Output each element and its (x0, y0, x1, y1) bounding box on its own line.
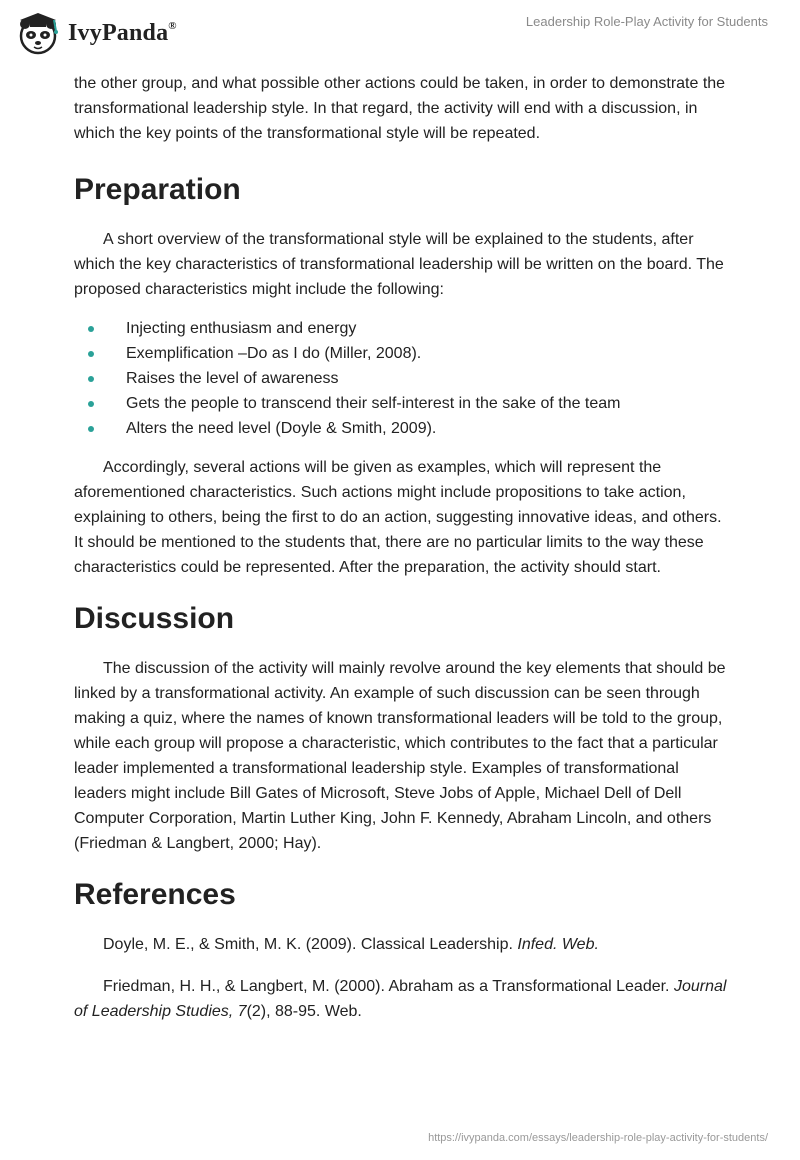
reference-1: Doyle, M. E., & Smith, M. K. (2009). Classical Leadership. Infed. Web. (103, 936, 599, 953)
essay-content (74, 71, 734, 1024)
panda-logo-icon (14, 9, 62, 57)
reference-2: Friedman, H. H., & Langbert, M. (2000). Abraham as a Transformational Leader. Journal of Leadership Studies, 7(2), 88-95. Web. (74, 978, 727, 1020)
brand-name: IvyPanda® (68, 19, 177, 46)
preparation-heading: Preparation (74, 173, 241, 206)
source-url[interactable]: https://ivypanda.com/essays/leadership-role-play-activity-for-students/ (428, 1132, 768, 1144)
references-heading: References (74, 878, 236, 911)
list-item: Raises the level of awareness (74, 366, 734, 391)
preparation-paragraph-1: A short overview of the transformational style will be explained to the students, after which the key characteristics of transformational leadership will be written on the board. The proposed characteristics might include the following: (74, 231, 724, 298)
list-item: Alters the need level (Doyle & Smith, 2009). (74, 416, 734, 441)
bullet-icon (88, 326, 94, 332)
discussion-paragraph: The discussion of the activity will mainly revolve around the key elements that should be linked by a transformational activity. An example of such discussion can be seen through making a quiz, where the names of known transformational leaders will be told to the group, while each group will propose a characteristic, which contributes to the fact that a particular leader implemented a transformational leadership style. Examples of transformational leaders might include Bill Gates of Microsoft, Steve Jobs of Apple, Michael Dell of Dell Computer Corporation, Martin Luther King, John F. Kennedy, Abraham Lincoln, and others (Friedman & Langbert, 2000; Hay). (74, 660, 726, 852)
characteristics-list (74, 316, 734, 441)
list-item: Exemplification –Do as I do (Miller, 2008). (74, 341, 734, 366)
document-title: Leadership Role-Play Activity for Students (525, 14, 768, 29)
bullet-icon (88, 426, 94, 432)
list-item: Gets the people to transcend their self-interest in the sake of the team (74, 391, 734, 416)
bullet-icon (88, 376, 94, 382)
preparation-paragraph-2: Accordingly, several actions will be given as examples, which will represent the aforementioned characteristics. Such actions might include propositions to take action, explaining to others, being the first to do an action, suggesting innovative ideas, and others. It should be mentioned to the students that, there are no particular limits to the way these characteristics could be represented. After the preparation, the activity should start. (74, 459, 722, 576)
logo[interactable] (14, 8, 189, 58)
bullet-icon (88, 401, 94, 407)
intro-paragraph: the other group, and what possible other actions could be taken, in order to demonstrate the transformational leadership style. In that regard, the activity will end with a discussion, in which the key points of the transformational style will be repeated. (74, 75, 726, 142)
page-header (0, 0, 800, 70)
discussion-heading: Discussion (74, 602, 235, 635)
list-item: Injecting enthusiasm and energy (74, 316, 734, 341)
bullet-icon (88, 351, 94, 357)
